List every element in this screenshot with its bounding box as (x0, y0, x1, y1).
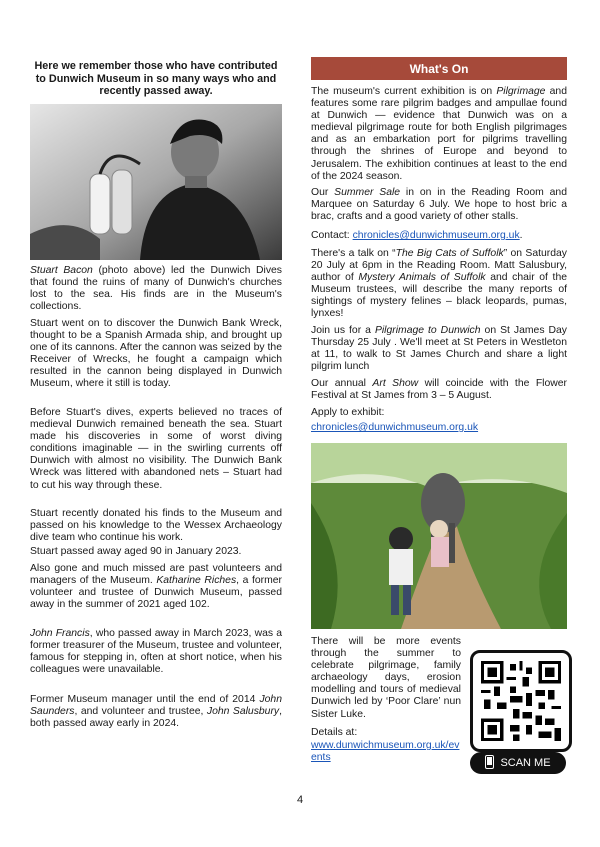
details-line (311, 740, 461, 764)
event-big-cats-talk: There's a talk on “The Big Cats of Suffolk” on Saturday 20 July at 6pm in the Reading Room. Matt Salusbury, author of Mystery Animals of Suffolk and chair of the Museum trustees, will describe the many reports of sightings of mystery felines – black leopards, pumas, lynxes! (311, 248, 568, 320)
apply-email-line (311, 422, 567, 434)
event-pilgrimage-walk: Join us for a Pilgrimage to Dunwich on St James Day Thursday 25 July . We'll meet at St Peters in Westleton at 11, to walk to St James Church and share a light pilgrim lunch (311, 325, 567, 373)
paragraph-stuart-bacon: Stuart Bacon (photo above) led the Dunwich Dives that found the ruins of many of Dunwich's churches lost to the sea. His finds are in the Museum's collections. (30, 265, 282, 313)
details-label: Details at: (311, 727, 358, 738)
scan-me-label: SCAN ME (500, 757, 551, 769)
name-john-salusbury: John Salusbury (206, 706, 280, 718)
paragraph-katharine-riches: Also gone and much missed are past volunteers and managers of the Museum. Katharine Riches, a former volunteer and trustee of Dunwich Museum, passed away in the summer of 2021 aged 102. (30, 563, 282, 611)
paragraph-passed-away: Stuart passed away aged 90 in January 2023. (30, 546, 242, 557)
donkey-walk-photo (311, 443, 567, 629)
contact-email-link[interactable]: chronicles@dunwichmuseum.org.uk (352, 230, 520, 241)
apply-email-link[interactable]: chronicles@dunwichmuseum.org.uk (311, 422, 479, 433)
contact-line: Contact: chronicles@dunwichmuseum.org.uk. (311, 230, 523, 241)
scan-me-button[interactable] (470, 752, 566, 774)
name-stuart-bacon: Stuart Bacon (30, 265, 93, 276)
more-events-text: There will be more events through the summer to celebrate pilgrimage, family archaeology days, erosion modelling and tours of medieval Dunwich led by ‘Poor Clare’ nun Sister Luke. (311, 636, 461, 720)
qr-code[interactable] (470, 650, 572, 752)
qr-code-icon (481, 661, 561, 741)
paragraph-saunders-salusbury: Former Museum manager until the end of 2014 John Saunders, and volunteer and trustee, John Salusbury, both passed away early in 2024. (30, 694, 282, 730)
name-katharine-riches: Katharine Riches (156, 575, 237, 587)
paragraph-dives: Before Stuart's dives, experts believed no traces of medieval Dunwich remained beneath the sea. Stuart made his discoveries in some of worst diving conditions imaginable — in the swirling currents off Dunwich with almost no visibility. The Dunwich Bank Wreck was littered with abandoned nets – Stuart had to cut his way through these. (30, 407, 282, 491)
event-art-show: Our annual Art Show will coincide with the Flower Festival at St James from 3 – 5 August. (311, 378, 567, 402)
page-number: 4 (296, 794, 304, 806)
apply-to-exhibit: Apply to exhibit: (311, 407, 385, 418)
events-website-link[interactable]: www.dunwichmuseum.org.uk/events (311, 740, 460, 764)
event-summer-sale: Our Summer Sale in on in the Reading Room and Marquee on Saturday 6 July. We hope to host bric a brac, crafts and a good variety of other stalls. (311, 187, 567, 223)
tribute-intro: Here we remember those who have contributed to Dunwich Museum in so many ways who and recently passed away. (34, 60, 278, 98)
paragraph-bank-wreck: Stuart went on to discover the Dunwich Bank Wreck, thought to be a Spanish Armada ship, and brought up one of its cannons. After the cannon was seized by the Receiver of Wrecks, he fought a campaign which resulted in the cannon being displayed in Dunwich Museum, where it still is today. (30, 318, 282, 390)
whats-on-banner: What's On (311, 57, 567, 80)
name-john-saunders: John Saunders (30, 694, 282, 718)
event-pilgrimage-exhibition: The museum's current exhibition is on Pilgrimage and features some rare pilgrim badges and ampullae found at Dunwich — evidence that Dunwich was on a medieval pilgrimage route for both English pilgrimages and as an embarkation port for pilgrims travelling through the shrines of Europe and beyond to Jerusalem. The exhibition continues at least to the end of the 2024 season. (311, 86, 567, 182)
phone-icon (485, 755, 494, 772)
paragraph-john-francis: John Francis, who passed away in March 2023, was a former treasurer of the Museum, trustee and volunteer, famous for stepping in, often at short notice, when his colleagues were unavailable. (30, 628, 282, 676)
paragraph-donation: Stuart recently donated his finds to the Museum and passed on his knowledge to the Wessex Archaeology dive team who continue his work. (30, 508, 282, 544)
name-john-francis: John Francis (30, 628, 90, 639)
stuart-bacon-photo (30, 104, 282, 260)
